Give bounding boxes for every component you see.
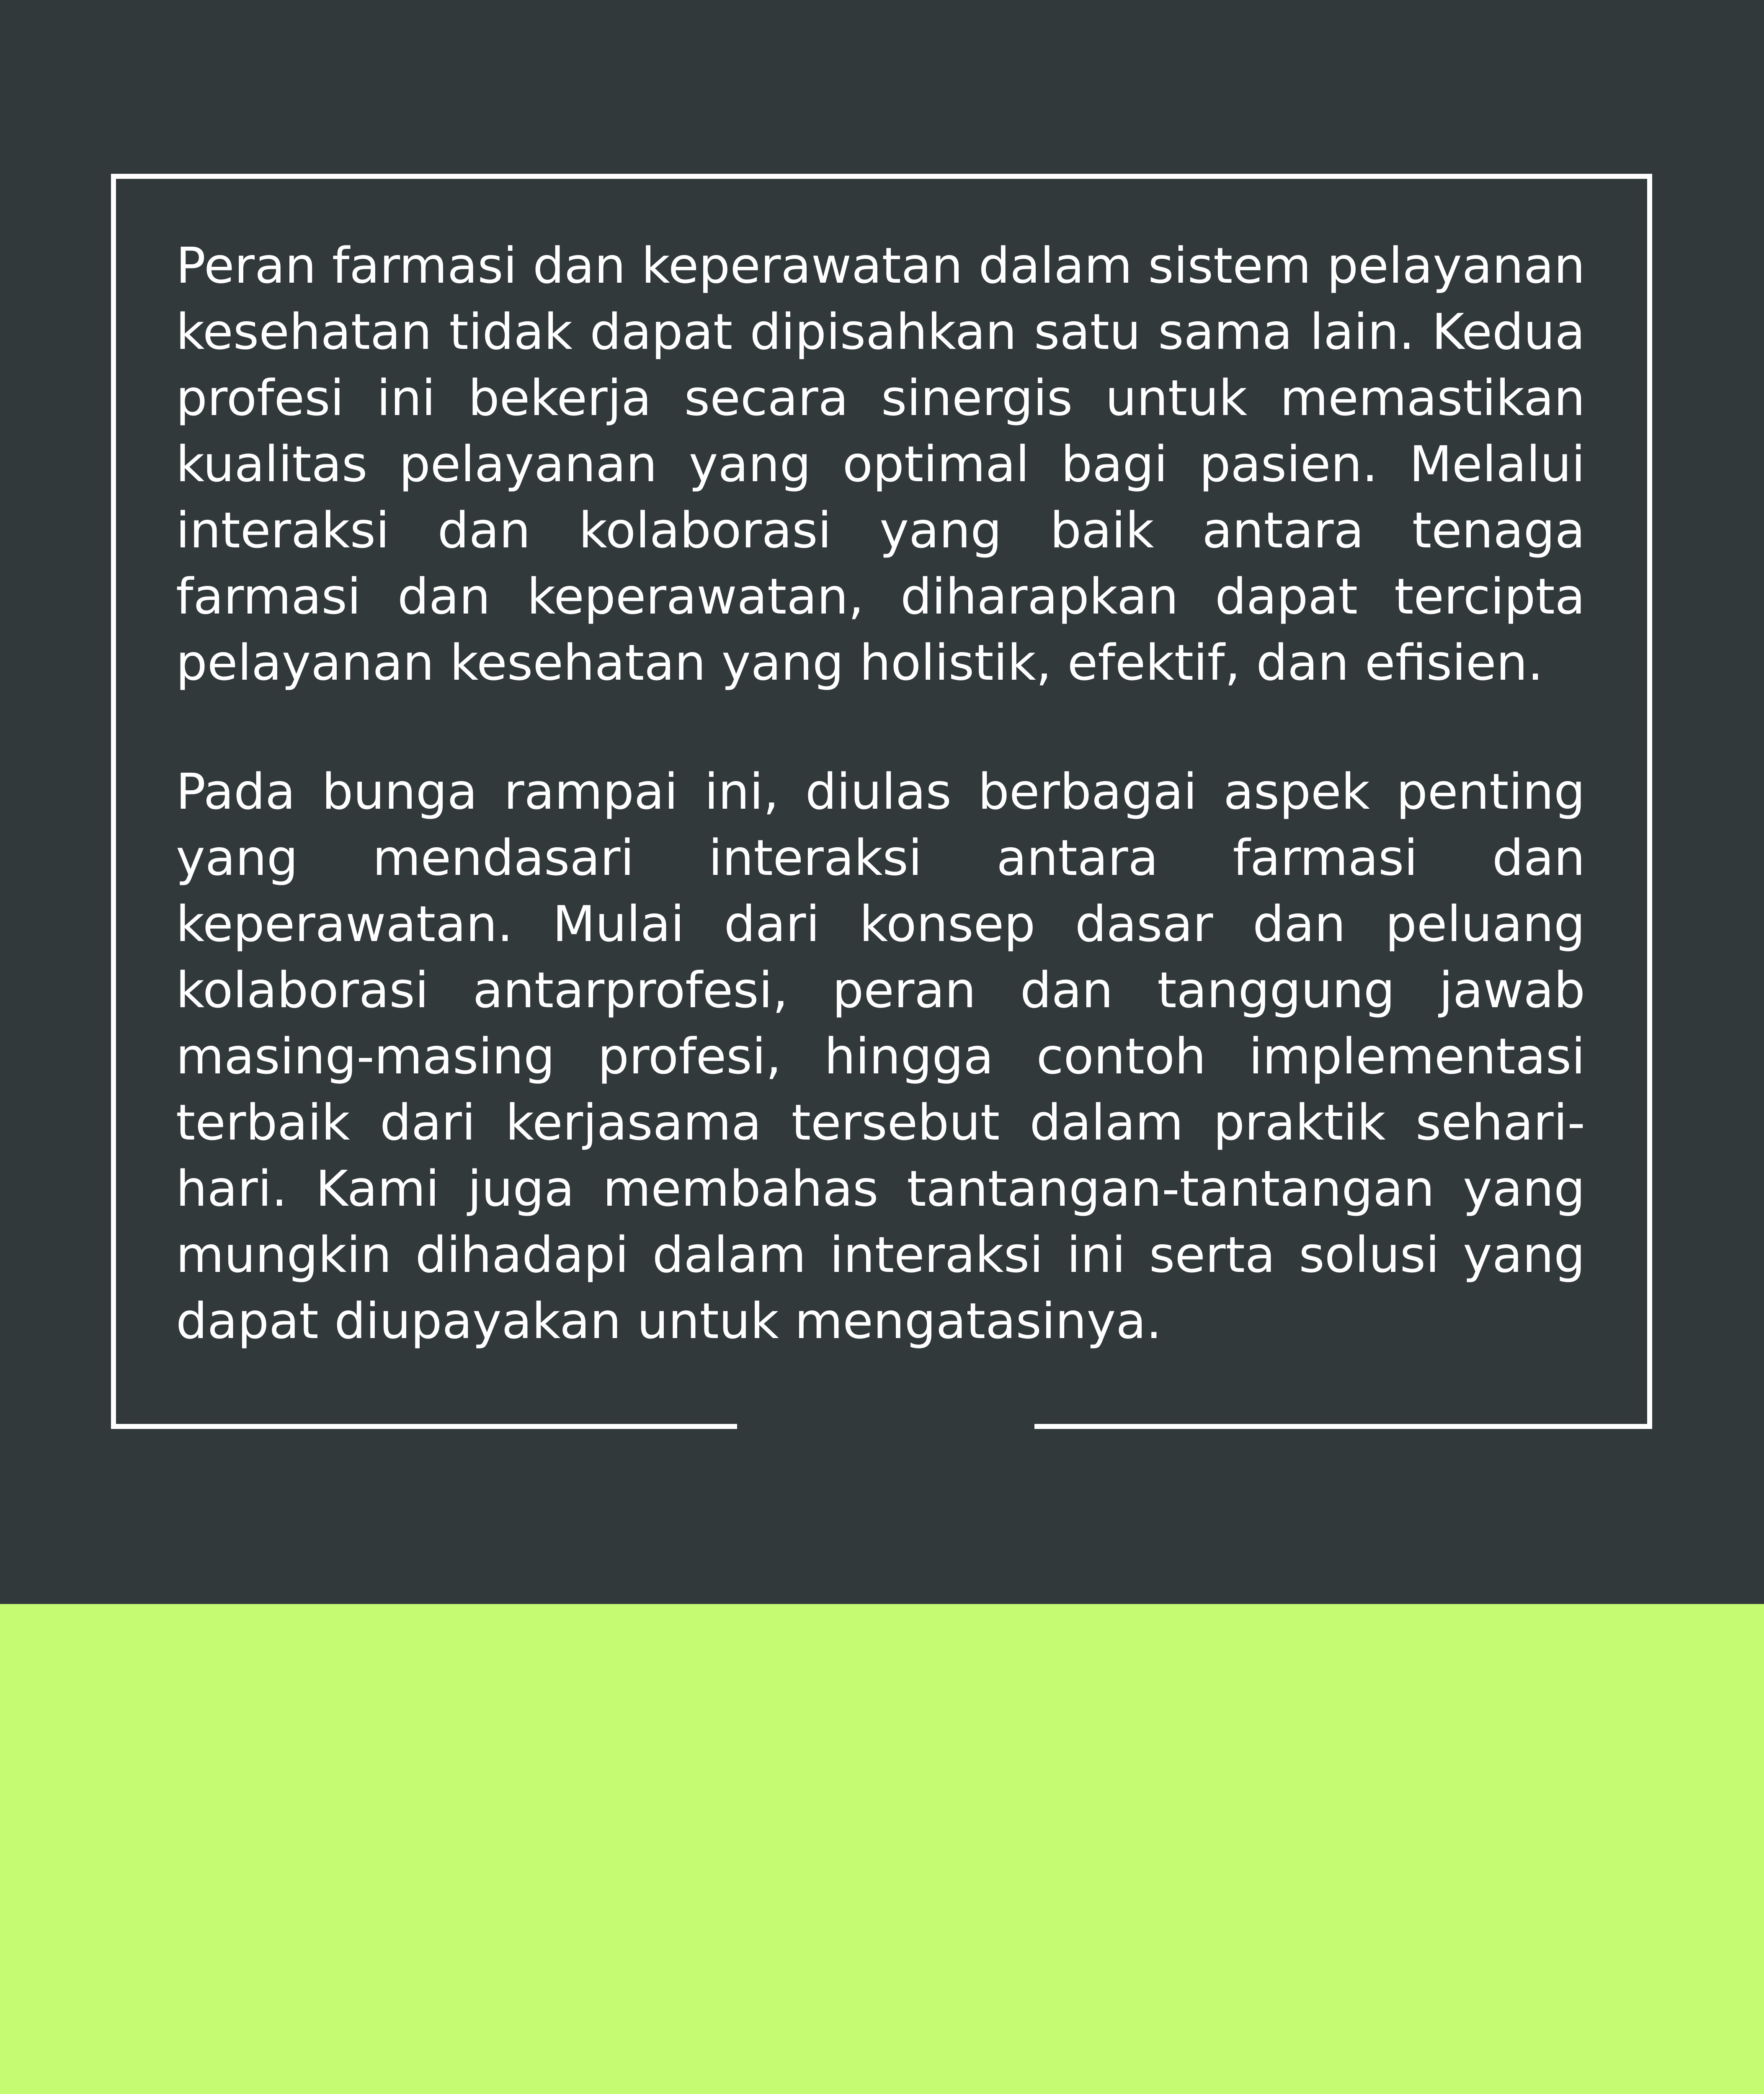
frame-right bbox=[1647, 174, 1652, 1429]
frame-left bbox=[111, 174, 116, 1429]
blurb-paragraph-2: Pada bunga rampai ini, diulas berbagai aspek penting yang mendasari interaksi antara farmasi dan keperawatan. Mulai dari konsep dasar dan peluang kolaborasi antarprofesi, peran dan tanggung jawab masing-masing profesi, hingga contoh implementasi terbaik dari kerjasama tersebut dalam praktik sehari-hari. Kami juga membahas tantangan-tantangan yang mungkin dihadapi dalam interaksi ini serta solusi yang dapat diupayakan untuk mengatasinya. bbox=[176, 763, 1585, 1350]
blurb-paragraph-1: Peran farmasi dan keperawatan dalam sistem pelayanan kesehatan tidak dapat dipisahkan satu sama lain. Kedua profesi ini bekerja secara sinergis untuk memastikan kualitas pelayanan yang optimal bagi pasien. Melalui interaksi dan kolaborasi yang baik antara tenaga farmasi dan keperawatan, diharapkan dapat tercipta pelayanan kesehatan yang holistik, efektif, dan efisien. bbox=[176, 237, 1585, 691]
frame-top bbox=[111, 174, 1652, 179]
back-cover-blurb bbox=[176, 232, 1585, 1354]
cover-back-bottom-panel bbox=[0, 1604, 1764, 2094]
frame-bottom-left bbox=[111, 1424, 737, 1429]
frame-bottom-right bbox=[1034, 1424, 1652, 1429]
